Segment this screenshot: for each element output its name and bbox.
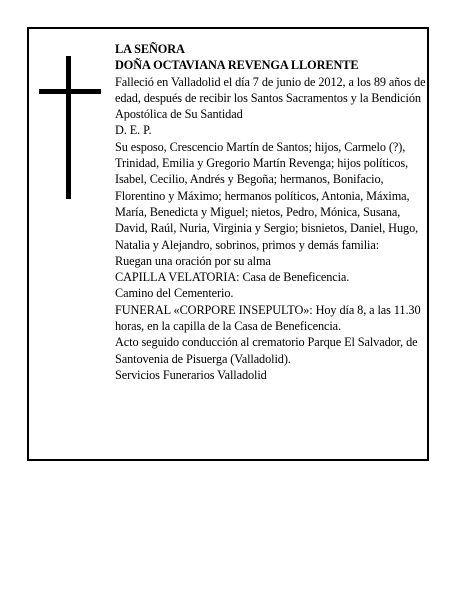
death-announcement: Falleció en Valladolid el día 7 de junio de 2012, a los 89 años de edad, después de recibir los Santos Sacramentos y la Bendición Apostólica de Su Santidad (115, 74, 426, 122)
family-list: Su esposo, Crescencio Martín de Santos; hijos, Carmelo (?), Trinidad, Emilia y Gregorio Martín Revenga; hijos políticos, Isabel, Cecilio, Andrés y Begoña; hermanos, Bonifacio, Florentino y Máximo; hermanos políticos, Antonia, Máxima, María, Benedicta y Miguel; nietos, Pedro, Mónica, Susana, David, Raúl, Nuria, Virginia y Sergio; bisnietos, Daniel, Hugo, Natalia y Alejandro, sobrinos, primos y demás familia: (115, 139, 419, 252)
chapel-location: CAPILLA VELATORIA: Casa de Beneficencia. (115, 270, 350, 285)
cremation-details: Acto seguido conducción al crematorio Parque El Salvador, de Santovenia de Pisuerga (Valladolid). (115, 335, 418, 366)
deceased-name: DOÑA OCTAVIANA REVENGA LLORENTE (115, 58, 359, 73)
dep-line: D. E. P. (115, 123, 152, 138)
cross-horizontal-bar (39, 89, 101, 94)
cross-icon (39, 56, 101, 199)
notice-text (115, 41, 431, 383)
chapel-address: Camino del Cementerio. (115, 286, 234, 301)
obituary-notice (27, 27, 429, 461)
prayer-request: Ruegan una oración por su alma (115, 253, 271, 268)
cross-vertical-bar (66, 56, 71, 199)
funeral-details: FUNERAL «CORPORE INSEPULTO»: Hoy día 8, a las 11.30 horas, en la capilla de la Casa de Beneficencia. (115, 302, 421, 334)
notice-heading: LA SEÑORA (115, 42, 185, 56)
funeral-services-provider: Servicios Funerarios Valladolid (115, 367, 267, 382)
